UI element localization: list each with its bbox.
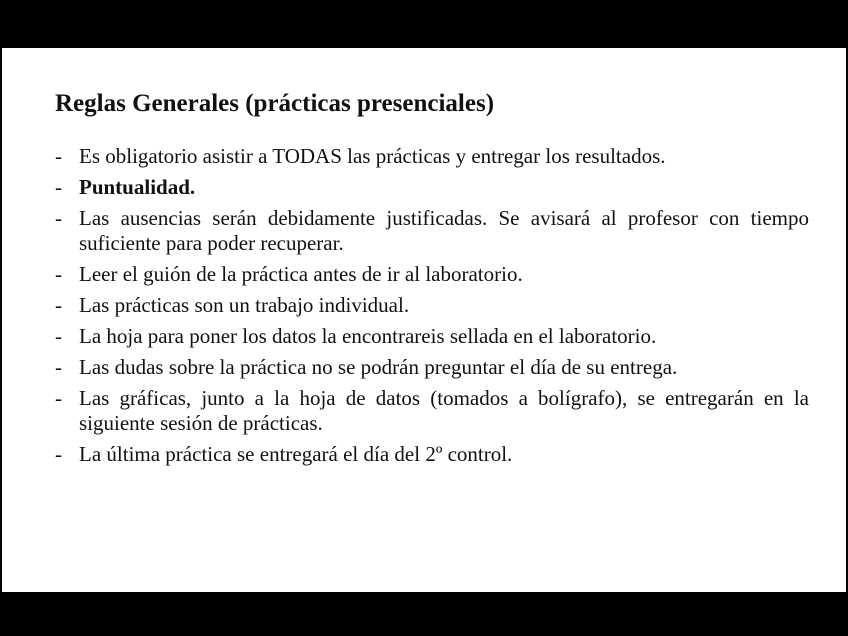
rule-text: Las ausencias serán debidamente justificadas. Se avisará al profesor con tiempo suficiente para poder recuperar. — [79, 206, 809, 255]
rule-text: Es obligatorio asistir a TODAS las prácticas y entregar los resultados. — [79, 144, 666, 168]
slide-title: Reglas Generales (prácticas presenciales) — [55, 90, 495, 117]
bullet-dash: - — [55, 175, 62, 199]
rule-item — [54, 175, 809, 200]
rule-item — [54, 355, 809, 380]
rule-item — [54, 442, 809, 467]
bullet-dash: - — [55, 293, 62, 317]
bullet-dash: - — [55, 144, 62, 168]
bullet-dash: - — [55, 206, 62, 230]
slide — [2, 48, 846, 592]
rule-item — [54, 262, 809, 287]
rule-text: Las prácticas son un trabajo individual. — [79, 293, 410, 317]
rule-text: Las dudas sobre la práctica no se podrán preguntar el día de su entrega. — [79, 355, 678, 379]
rule-item — [54, 206, 809, 256]
rules-list — [54, 144, 809, 473]
rule-item — [54, 144, 809, 169]
bullet-dash: - — [55, 262, 62, 286]
bullet-dash: - — [55, 324, 62, 348]
rule-text: Leer el guión de la práctica antes de ir al laboratorio. — [79, 262, 523, 286]
bullet-dash: - — [55, 442, 62, 466]
rule-item — [54, 324, 809, 349]
rule-text: La hoja para poner los datos la encontrareis sellada en el laboratorio. — [79, 324, 657, 348]
rule-text: Las gráficas, junto a la hoja de datos (tomados a bolígrafo), se entregarán en la siguiente sesión de prácticas. — [79, 386, 809, 435]
bullet-dash: - — [55, 355, 62, 379]
rule-text: Puntualidad. — [79, 175, 196, 199]
rule-item — [54, 386, 809, 436]
bullet-dash: - — [55, 386, 62, 410]
rule-text: La última práctica se entregará el día del 2º control. — [79, 442, 513, 466]
rule-item — [54, 293, 809, 318]
